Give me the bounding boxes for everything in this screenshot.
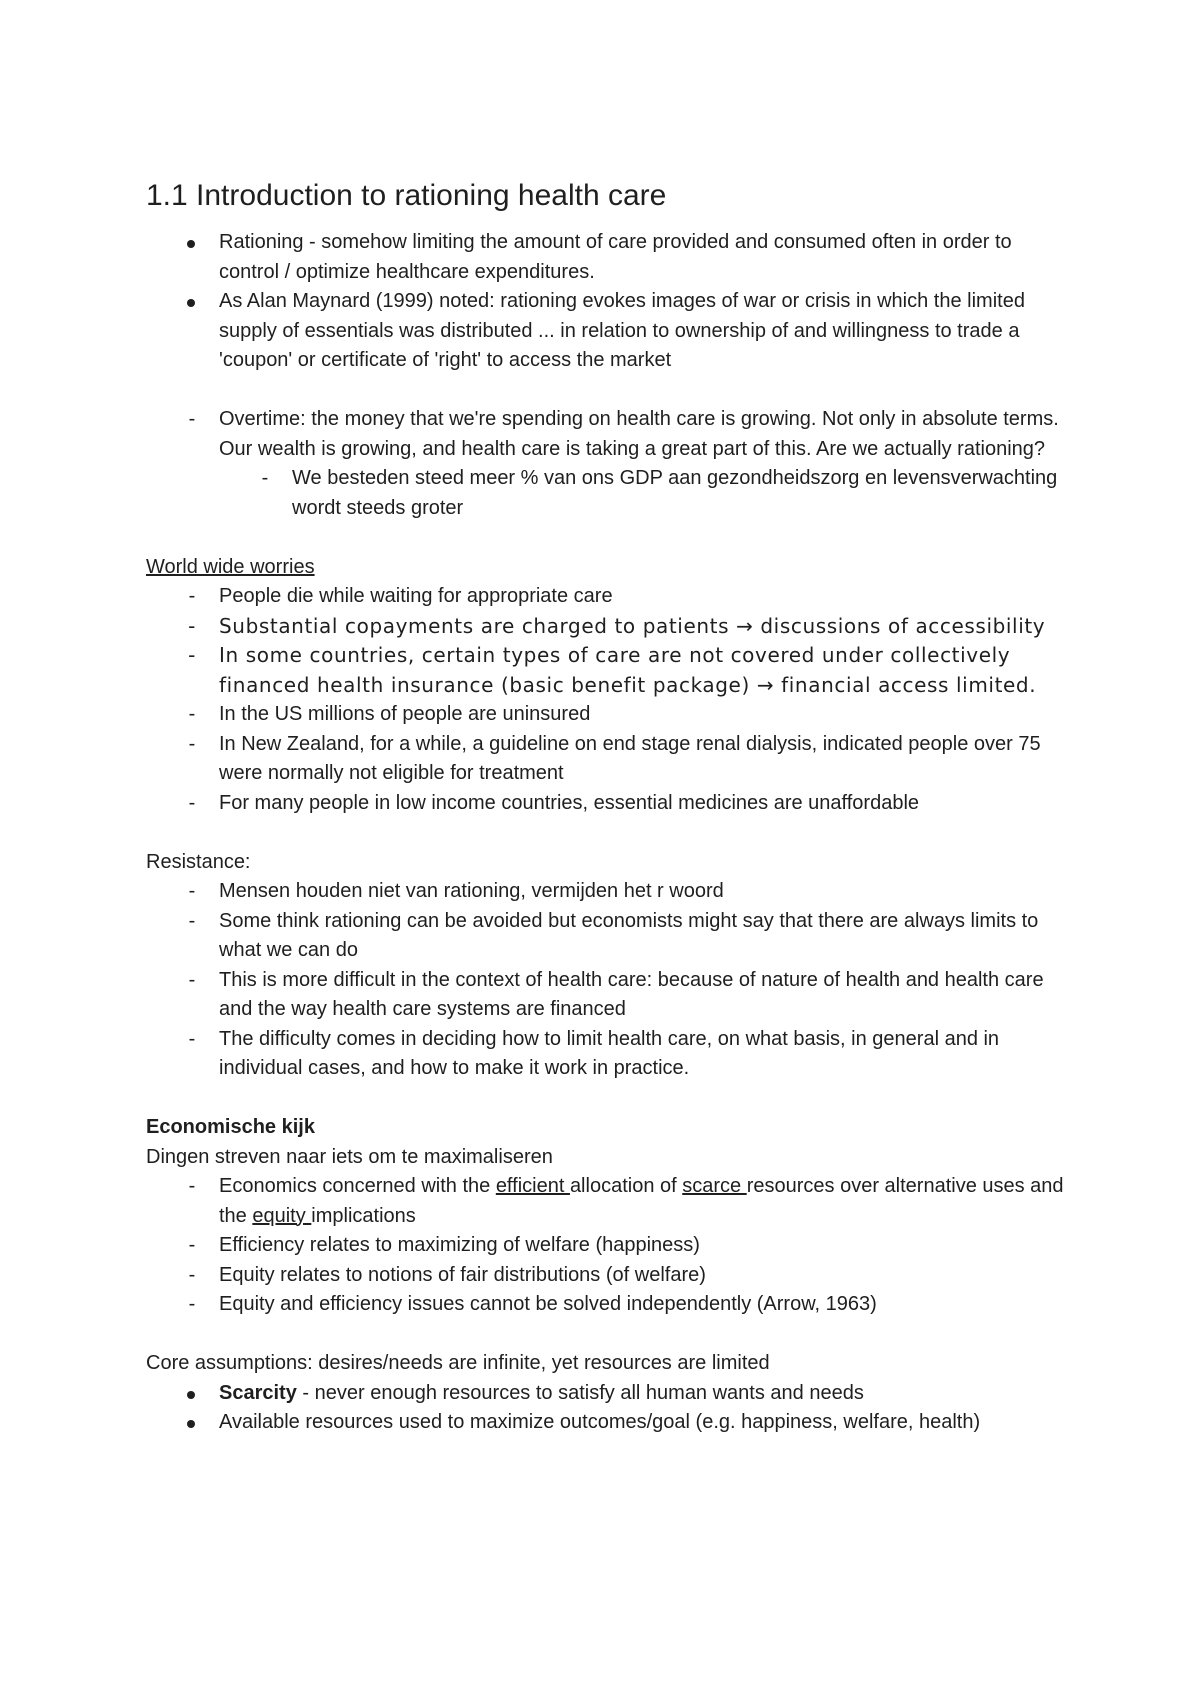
economics-list (146, 1172, 1076, 1320)
dash-icon (182, 730, 202, 760)
bold-term: Scarcity (219, 1381, 297, 1404)
section-heading-worries: World wide worries (146, 555, 315, 578)
list-item: - The difficulty comes in deciding how to limit health care, on what basis, in general and in individual cases, and how to make it work in practice. (146, 1025, 1076, 1084)
document-content (146, 176, 1076, 1438)
list-item: Scarcity - never enough resources to satisfy all human wants and needs (219, 1381, 864, 1404)
list-item: - This is more difficult in the context of health care: because of nature of health and health care and the way health care systems are financed (146, 966, 1076, 1025)
list-item: - Economics concerned with the efficient allocation of scarce resources over alternative uses and the equity implications (146, 1172, 1076, 1231)
dash-icon (182, 612, 202, 642)
underlined-term: efficient (495, 1175, 570, 1197)
list-item: - Equity and efficiency issues cannot be solved independently (Arrow, 1963) (146, 1290, 1076, 1320)
underlined-term: scarce (682, 1175, 747, 1197)
page-title: 1.1 Introduction to rationing health care (146, 179, 667, 212)
dash-icon (182, 700, 202, 730)
dash-icon (182, 1290, 202, 1320)
resistance-list (146, 877, 1076, 1084)
sub-list-item: - We besteden steed meer % van ons GDP aan gezondheidszorg en levensverwachting wordt steeds groter (146, 464, 1076, 523)
dash-icon (182, 877, 202, 907)
list-item: - In some countries, certain types of care are not covered under collectively financed health insurance (basic benefit package) → financial access limited. (146, 641, 1076, 700)
dash-icon (182, 907, 202, 937)
core-list (146, 1379, 1076, 1438)
dash-icon (182, 789, 202, 819)
dash-icon (255, 464, 275, 494)
section-subheading: Dingen streven naar iets om te maximaliseren (146, 1145, 553, 1168)
intro-list (146, 228, 1076, 376)
list-item: - Equity relates to notions of fair distributions (of welfare) (146, 1261, 1076, 1291)
spacer (146, 523, 1076, 553)
list-item: - In New Zealand, for a while, a guideline on end stage renal dialysis, indicated people over 75 were normally not eligible for treatment (146, 730, 1076, 789)
section-heading-resistance: Resistance: (146, 850, 251, 873)
underlined-term: equity (252, 1204, 312, 1227)
spacer (146, 818, 1076, 848)
spacer (146, 1320, 1076, 1350)
list-item: - For many people in low income countries, essential medicines are unaffordable (146, 789, 1076, 819)
dash-icon (182, 641, 202, 671)
dash-icon (182, 966, 202, 996)
dash-icon (182, 1172, 202, 1202)
spacer (146, 1084, 1076, 1114)
list-item: - Substantial copayments are charged to patients → discussions of accessibility (146, 612, 1076, 642)
list-item: - Efficiency relates to maximizing of welfare (happiness) (146, 1231, 1076, 1261)
section-heading-core: Core assumptions: desires/needs are infinite, yet resources are limited (146, 1352, 770, 1374)
list-item: - In the US millions of people are uninsured (146, 700, 1076, 730)
worries-list (146, 582, 1076, 818)
dash-icon (182, 582, 202, 612)
list-item: - People die while waiting for appropriate care (146, 582, 1076, 612)
section-heading-economics: Economische kijk (146, 1116, 315, 1138)
dash-icon (182, 1025, 202, 1055)
list-item: Rationing - somehow limiting the amount of care provided and consumed often in order to control / optimize healthcare expenditures. (219, 231, 1012, 283)
spacer (146, 376, 1076, 406)
overtime-list (146, 405, 1076, 523)
dash-icon (182, 405, 202, 435)
dash-icon (182, 1231, 202, 1261)
list-item: - Overtime: the money that we're spending on health care is growing. Not only in absolute terms. Our wealth is growing, and health care is taking a great part of this. Are we actually rationing? (146, 405, 1076, 464)
list-item: - Some think rationing can be avoided but economists might say that there are always limits to what we can do (146, 907, 1076, 966)
list-item: As Alan Maynard (1999) noted: rationing evokes images of war or crisis in which the limited supply of essentials was distributed ... in relation to ownership of and willingness to trade a 'coupon' or certificate of 'right' to access the market (219, 290, 1025, 371)
list-item: - Mensen houden niet van rationing, vermijden het r woord (146, 877, 1076, 907)
dash-icon (182, 1261, 202, 1291)
list-item: Available resources used to maximize outcomes/goal (e.g. happiness, welfare, health) (219, 1411, 981, 1433)
